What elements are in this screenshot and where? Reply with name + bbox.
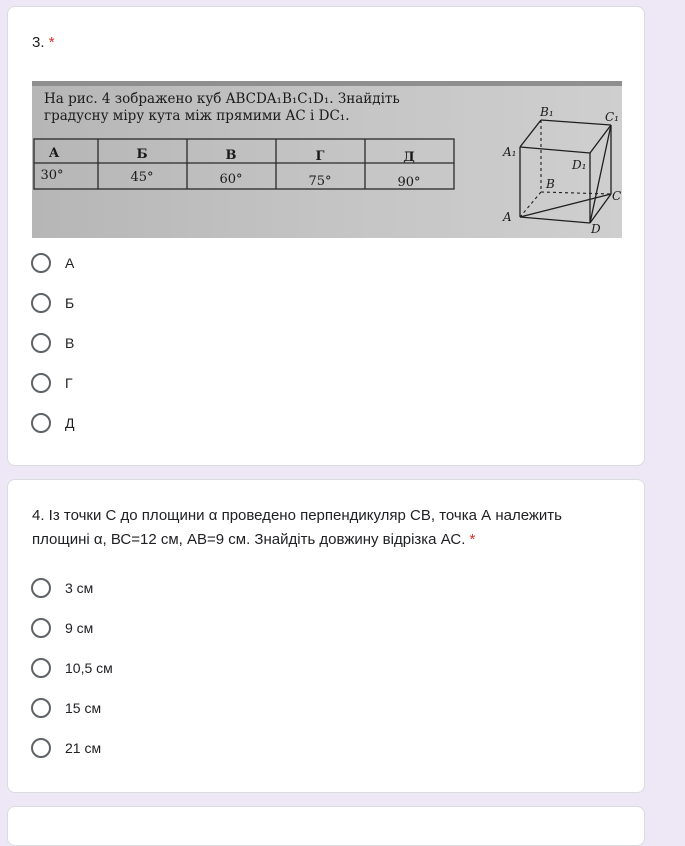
question-title [32,31,55,55]
radio-button-icon[interactable] [31,413,51,433]
image-table-value-b: 45° [130,170,154,185]
option-label: Д [65,415,75,431]
cube-label-b: B [546,177,555,191]
option-a[interactable] [31,243,74,283]
image-table-value-d: 90° [397,175,421,190]
image-table-header-g: Г [315,149,325,164]
image-table-value-g: 75° [308,174,332,189]
radio-button-icon[interactable] [31,373,51,393]
radio-button-icon[interactable] [31,658,51,678]
question-image [32,81,622,238]
image-problem-line-1: На рис. 4 зображено куб ABCDA₁B₁C₁D₁. Знайдіть [44,91,400,107]
option-label: 15 см [65,700,102,716]
image-table-header-b: Б [136,147,148,162]
question-number: 3. [32,34,45,51]
cube-label-d1: D₁ [572,158,587,172]
cube-label-d: D [591,222,601,236]
option-21-cm[interactable] [31,728,113,768]
radio-button-icon[interactable] [31,578,51,598]
radio-button-icon[interactable] [31,698,51,718]
radio-button-icon[interactable] [31,253,51,273]
cube-label-b1: B₁ [540,105,554,119]
required-asterisk: * [469,531,476,548]
option-label: Б [65,295,75,311]
question-card-3 [7,6,645,466]
option-10-5-cm[interactable] [31,648,113,688]
required-asterisk: * [48,34,55,51]
image-table-value-v: 60° [219,172,243,187]
cube-label-a: A [503,210,512,224]
cube-label-c: C [612,189,622,203]
question-card-next [7,806,645,846]
question-card-4 [7,479,645,793]
option-label: А [65,255,75,271]
option-g[interactable] [31,363,74,403]
image-table-header-a: А [48,146,60,161]
question-title [32,504,622,552]
option-label: В [65,335,75,351]
option-label: Г [65,375,73,391]
option-3-cm[interactable] [31,568,113,608]
image-problem-line-2: градусну міру кута між прямими AC і DC₁. [44,108,350,124]
option-15-cm[interactable] [31,688,113,728]
image-table-header-v: В [225,148,237,163]
radio-button-icon[interactable] [31,333,51,353]
question-text: 4. Із точки С до площини α проведено перпендикуляр СВ, точка А належить площині α, ВС=12 см, АВ=9 см. Знайдіть довжину відрізка АС. [32,507,562,548]
option-d[interactable] [31,403,74,443]
option-label: 9 см [65,620,94,636]
answer-options [31,243,74,443]
radio-button-icon[interactable] [31,293,51,313]
option-v[interactable] [31,323,74,363]
cube-label-c1: C₁ [605,110,619,124]
option-label: 21 см [65,740,102,756]
radio-button-icon[interactable] [31,738,51,758]
answer-options [31,568,113,768]
radio-button-icon[interactable] [31,618,51,638]
image-table-header-d: Д [403,150,415,165]
image-table-value-a: 30° [40,168,64,183]
cube-label-a1: A₁ [503,145,517,159]
option-b[interactable] [31,283,74,323]
option-label: 10,5 см [65,660,113,676]
option-label: 3 см [65,580,94,596]
option-9-cm[interactable] [31,608,113,648]
